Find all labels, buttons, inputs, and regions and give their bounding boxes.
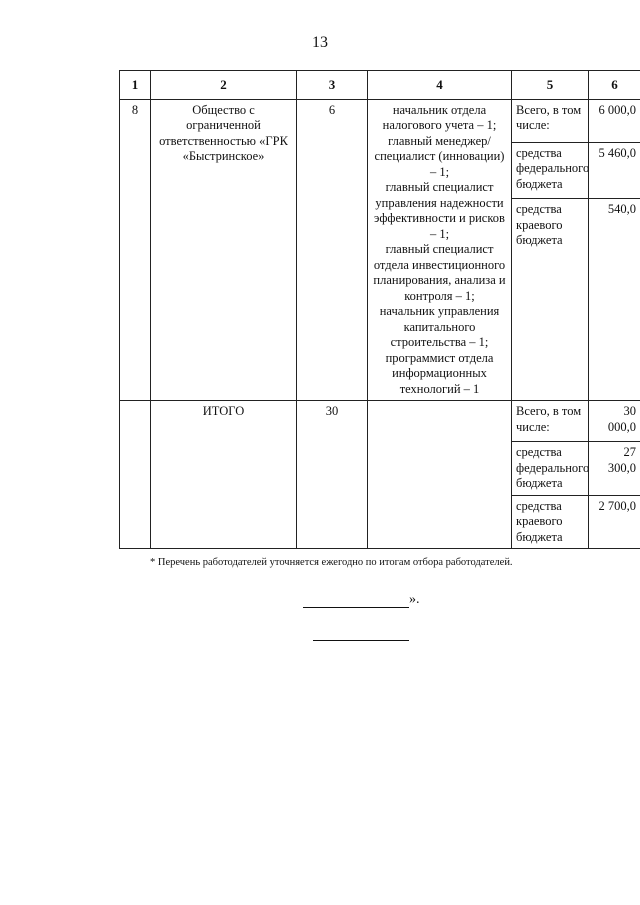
positions-list <box>368 99 512 401</box>
funding-label: Всего, в том числе: <box>512 401 589 442</box>
table-header-row <box>120 71 640 100</box>
header-col-6: 6 <box>589 71 640 100</box>
funding-value: 2 700,0 <box>589 495 640 549</box>
header-col-4: 4 <box>368 71 512 100</box>
header-col-3: 3 <box>297 71 368 100</box>
page-number: 13 <box>312 34 328 51</box>
funding-label: Всего, в том числе: <box>512 99 589 142</box>
employer-name: Общество с ограниченной ответственностью «ГРК «Быстринское» <box>151 99 297 401</box>
position-item: главный специалист управления надежности эффективности и рисков – 1; <box>374 180 505 241</box>
bottom-divider <box>313 640 409 641</box>
position-item: начальник отдела налогового учета – 1; <box>382 102 497 132</box>
funding-label: средства краевого бюджета <box>512 495 589 549</box>
position-item: начальник управления капитального строительства – 1; <box>379 304 500 349</box>
funding-label: средства федерального бюджета <box>512 142 589 198</box>
total-positions-cell <box>368 401 512 549</box>
footnote: * Перечень работодателей уточняется ежегодно по итогам отбора работодателей. <box>150 557 513 568</box>
funding-value: 6 000,0 <box>589 99 640 142</box>
closing-quote: ». <box>409 592 420 607</box>
employers-table <box>119 70 640 549</box>
funding-value: 30 000,0 <box>589 401 640 442</box>
employee-count: 6 <box>297 99 368 401</box>
table-row <box>120 99 640 142</box>
funding-value: 27 300,0 <box>589 442 640 496</box>
row-number: 8 <box>120 99 151 401</box>
header-col-5: 5 <box>512 71 589 100</box>
funding-value: 540,0 <box>589 199 640 401</box>
table-row <box>120 401 640 442</box>
header-col-2: 2 <box>151 71 297 100</box>
total-label: ИТОГО <box>151 401 297 549</box>
position-item: главный менеджер/специалист (инновации) – 1; <box>374 133 505 179</box>
total-count: 30 <box>297 401 368 549</box>
position-item: главный специалист отдела инвестиционного планирования, анализа и контроля – 1; <box>373 242 506 303</box>
header-col-1: 1 <box>120 71 151 100</box>
position-item: программист отдела информационных технологий – 1 <box>385 350 494 396</box>
closing-mark <box>303 592 420 608</box>
total-number-cell <box>120 401 151 549</box>
signature-line <box>303 593 409 608</box>
funding-value: 5 460,0 <box>589 142 640 198</box>
funding-label: средства федерального бюджета <box>512 442 589 496</box>
funding-label: средства краевого бюджета <box>512 199 589 401</box>
